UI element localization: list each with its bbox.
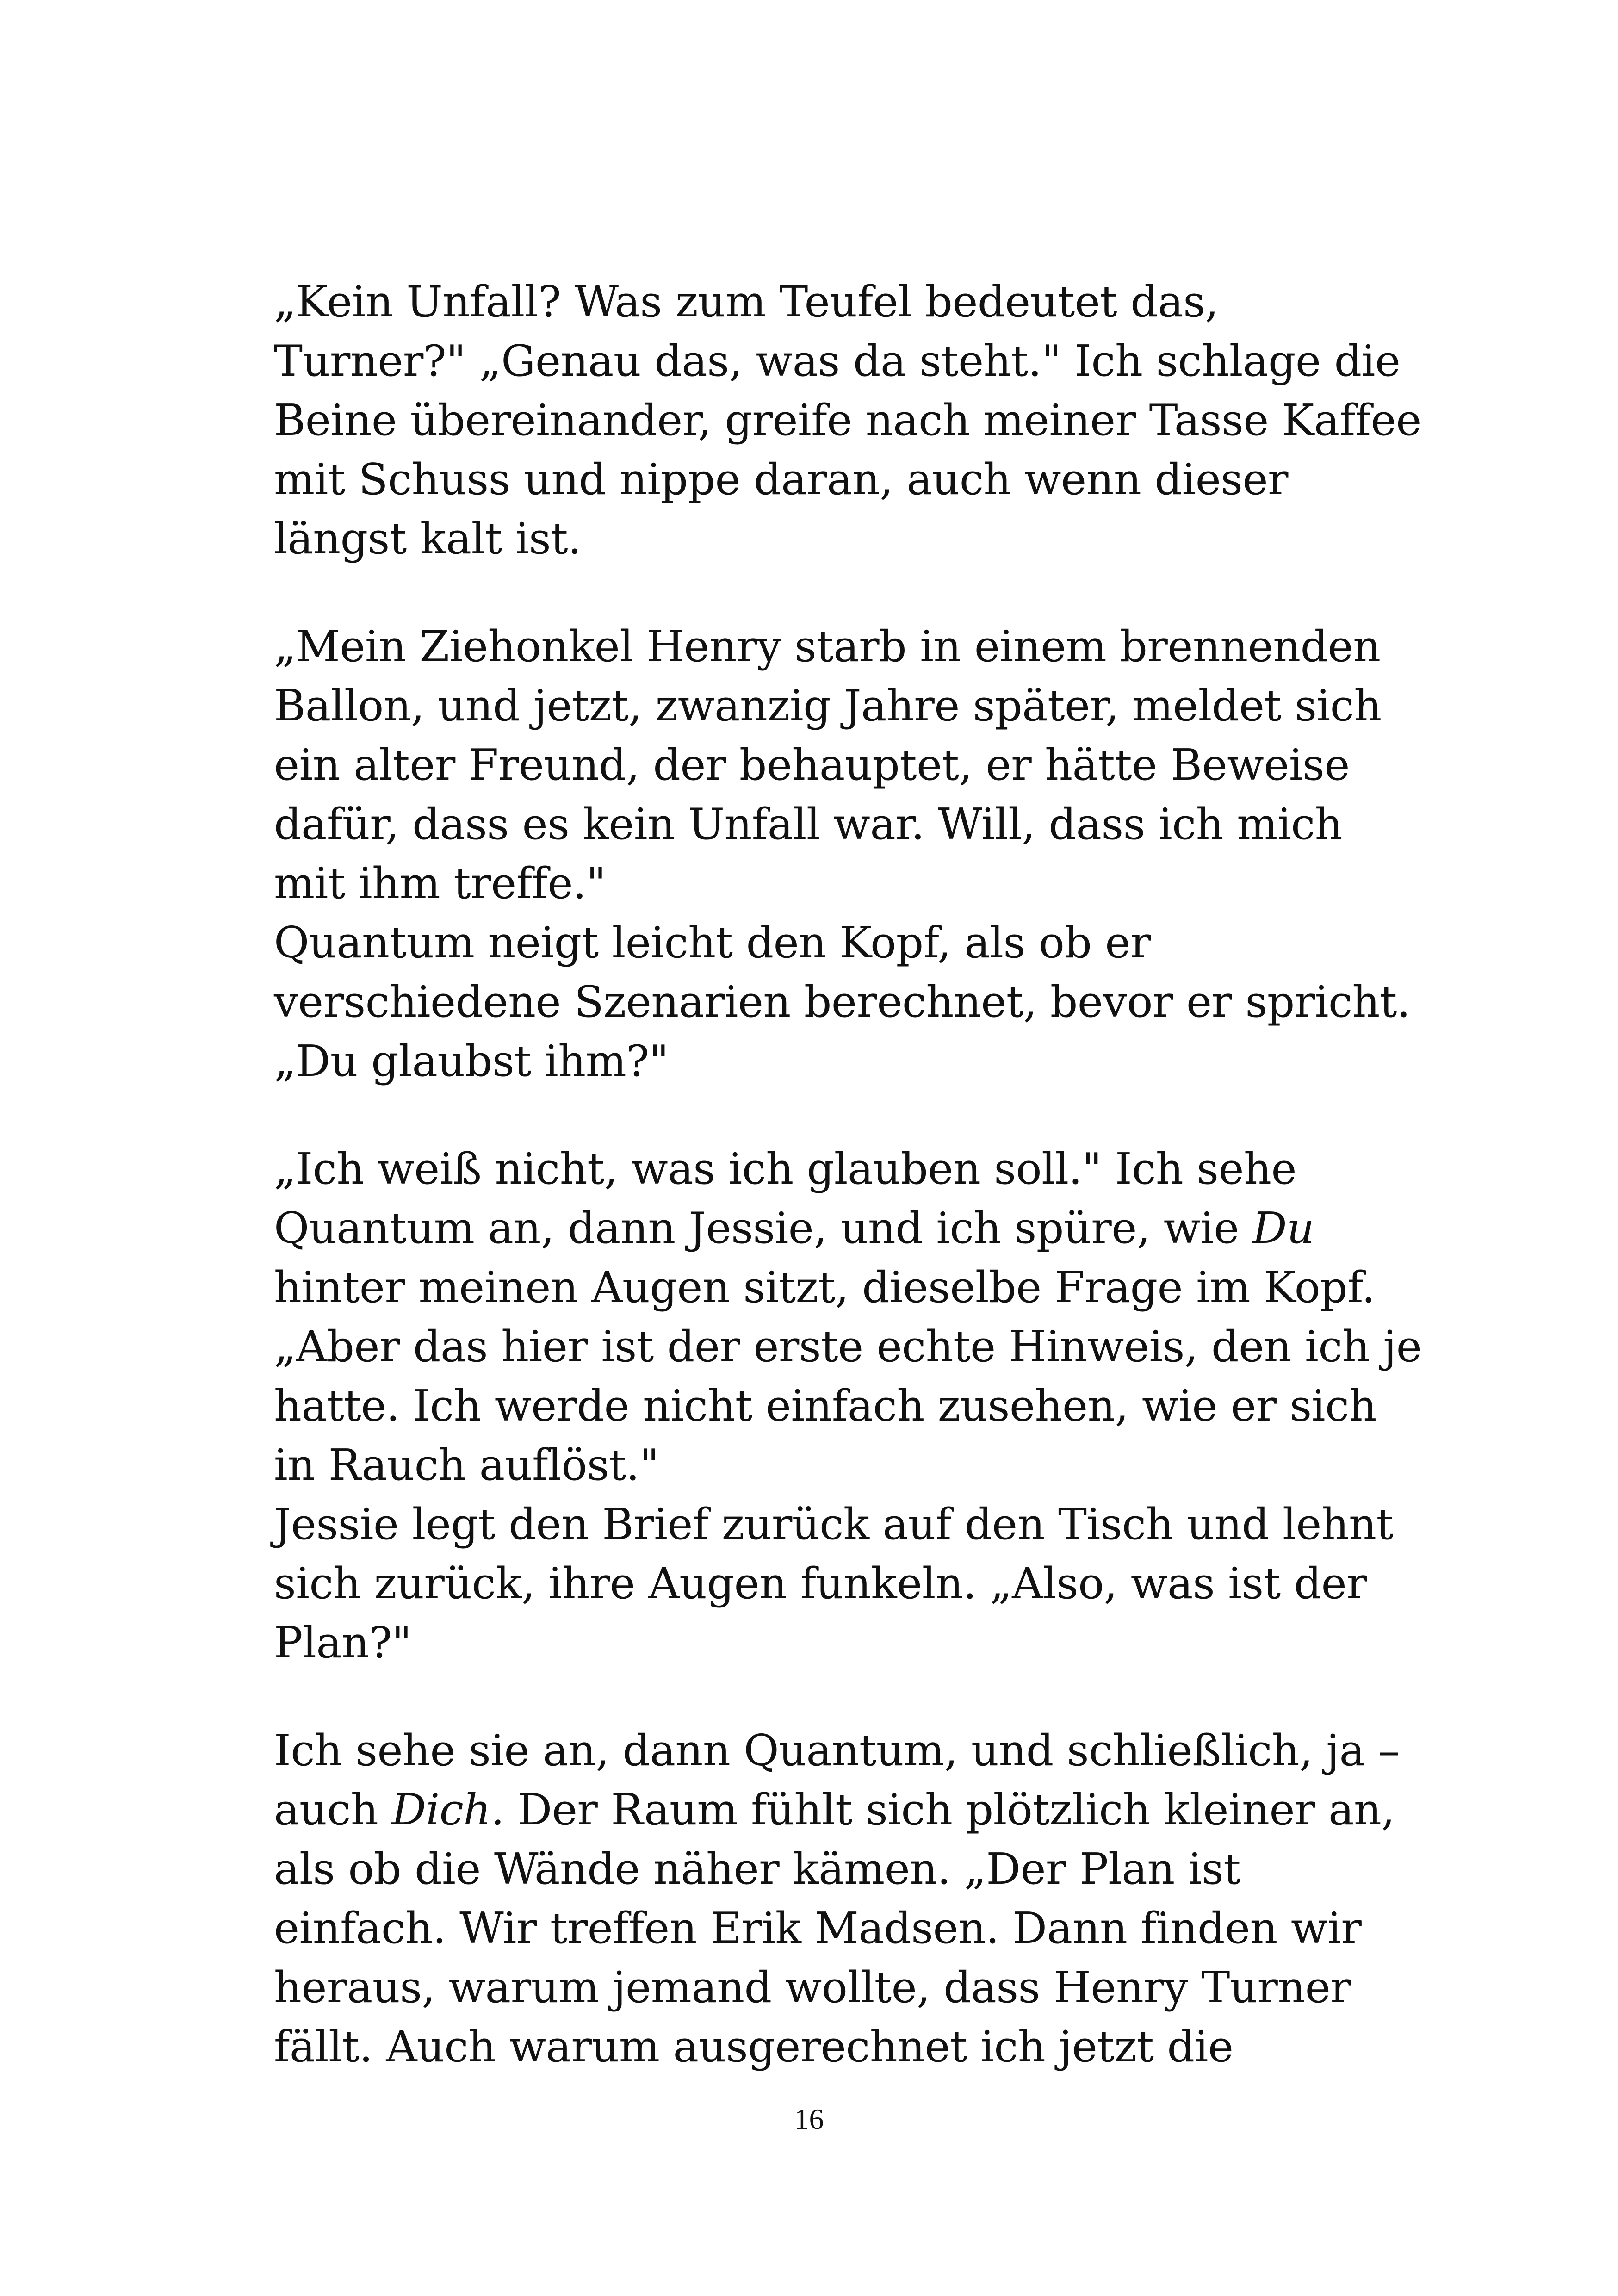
page-number: 16 (794, 2103, 824, 2135)
italic-text: Dich. (391, 1785, 504, 1835)
text-segment: Turner?" „Genau das, was da steht." Ich schlage die (274, 336, 1401, 386)
italic-text: Du (1252, 1203, 1314, 1253)
text-segment: „Ich weiß nicht, was ich glauben soll." Ich sehe (274, 1144, 1296, 1194)
text-line (274, 1317, 1422, 1376)
text-segment: hatte. Ich werde nicht einfach zusehen, wie er sich (274, 1381, 1376, 1431)
text-line (274, 1899, 1366, 1958)
text-line (274, 1495, 1394, 1554)
text-segment: Quantum neigt leicht den Kopf, als ob er (274, 918, 1151, 968)
body-text (274, 272, 1422, 2076)
paragraph (274, 617, 1410, 1091)
paragraph (274, 1721, 1400, 2076)
text-segment: „Aber das hier ist der erste echte Hinweis, den ich je (274, 1322, 1422, 1371)
text-line (274, 972, 1410, 1031)
text-line (274, 2017, 1366, 2076)
text-line (274, 391, 1421, 450)
text-line (274, 854, 1366, 913)
text-segment: heraus, warum jemand wollte, dass Henry Turner (274, 1962, 1351, 2012)
text-segment: Ballon, und jetzt, zwanzig Jahre später, meldet sich (274, 681, 1382, 731)
text-segment: mit Schuss und nippe daran, auch wenn dieser (274, 454, 1288, 504)
text-line (274, 1839, 1366, 1899)
paragraph-gap (274, 1091, 1366, 1139)
text-segment: einfach. Wir treffen Erik Madsen. Dann finden wir (274, 1903, 1362, 1953)
paragraph (274, 272, 1421, 568)
text-segment: dafür, dass es kein Unfall war. Will, dass ich mich (274, 799, 1343, 849)
text-line (274, 1554, 1366, 1613)
text-segment: Jessie legt den Brief zurück auf den Tisch und lehnt (274, 1499, 1394, 1549)
text-segment: „Mein Ziehonkel Henry starb in einem brennenden (274, 621, 1381, 671)
text-line (274, 1613, 1366, 1672)
text-line (274, 913, 1366, 972)
text-line (274, 794, 1366, 854)
text-line (274, 450, 1366, 509)
text-segment: fällt. Auch warum ausgerechnet ich jetzt die (274, 2022, 1234, 2072)
text-segment: hinter meinen Augen sitzt, dieselbe Frage im Kopf. (274, 1262, 1375, 1312)
text-line (274, 1780, 1395, 1839)
text-line (274, 735, 1366, 794)
text-segment: Ich sehe sie an, dann Quantum, und schließlich, ja – (274, 1725, 1400, 1775)
text-segment: sich zurück, ihre Augen funkeln. „Also, was ist der (274, 1558, 1367, 1608)
text-line (274, 617, 1381, 676)
text-segment: Der Raum fühlt sich plötzlich kleiner an, (504, 1785, 1395, 1835)
text-segment: mit ihm treffe." (274, 858, 606, 908)
text-segment: „Du glaubst ihm?" (274, 1036, 669, 1086)
text-line (274, 509, 1366, 568)
text-line (274, 1435, 1366, 1495)
text-segment: Quantum an, dann Jessie, und ich spüre, wie (274, 1203, 1252, 1253)
text-segment: Plan?" (274, 1618, 412, 1668)
text-line (274, 272, 1366, 331)
text-segment: längst kalt ist. (274, 514, 582, 564)
text-segment: verschiedene Szenarien berechnet, bevor er spricht. (274, 977, 1410, 1027)
text-line (274, 676, 1382, 735)
text-line (274, 1031, 1366, 1091)
text-segment: als ob die Wände näher kämen. „Der Plan ist (274, 1844, 1241, 1894)
text-segment: Beine übereinander, greife nach meiner Tasse Kaffee (274, 395, 1421, 445)
text-line (274, 1198, 1366, 1258)
text-line (274, 1958, 1366, 2017)
text-line (274, 1721, 1400, 1780)
text-segment: auch (274, 1785, 392, 1835)
text-line (274, 1376, 1376, 1435)
paragraph (274, 1139, 1422, 1672)
paragraph-gap (274, 568, 1366, 617)
text-segment: „Kein Unfall? Was zum Teufel bedeutet das, (274, 277, 1219, 327)
text-line (274, 1139, 1366, 1198)
text-line (274, 331, 1401, 391)
paragraph-gap (274, 1672, 1366, 1721)
text-line (274, 1258, 1375, 1317)
text-segment: in Rauch auflöst." (274, 1440, 659, 1490)
text-segment: ein alter Freund, der behauptet, er hätte Beweise (274, 740, 1350, 790)
